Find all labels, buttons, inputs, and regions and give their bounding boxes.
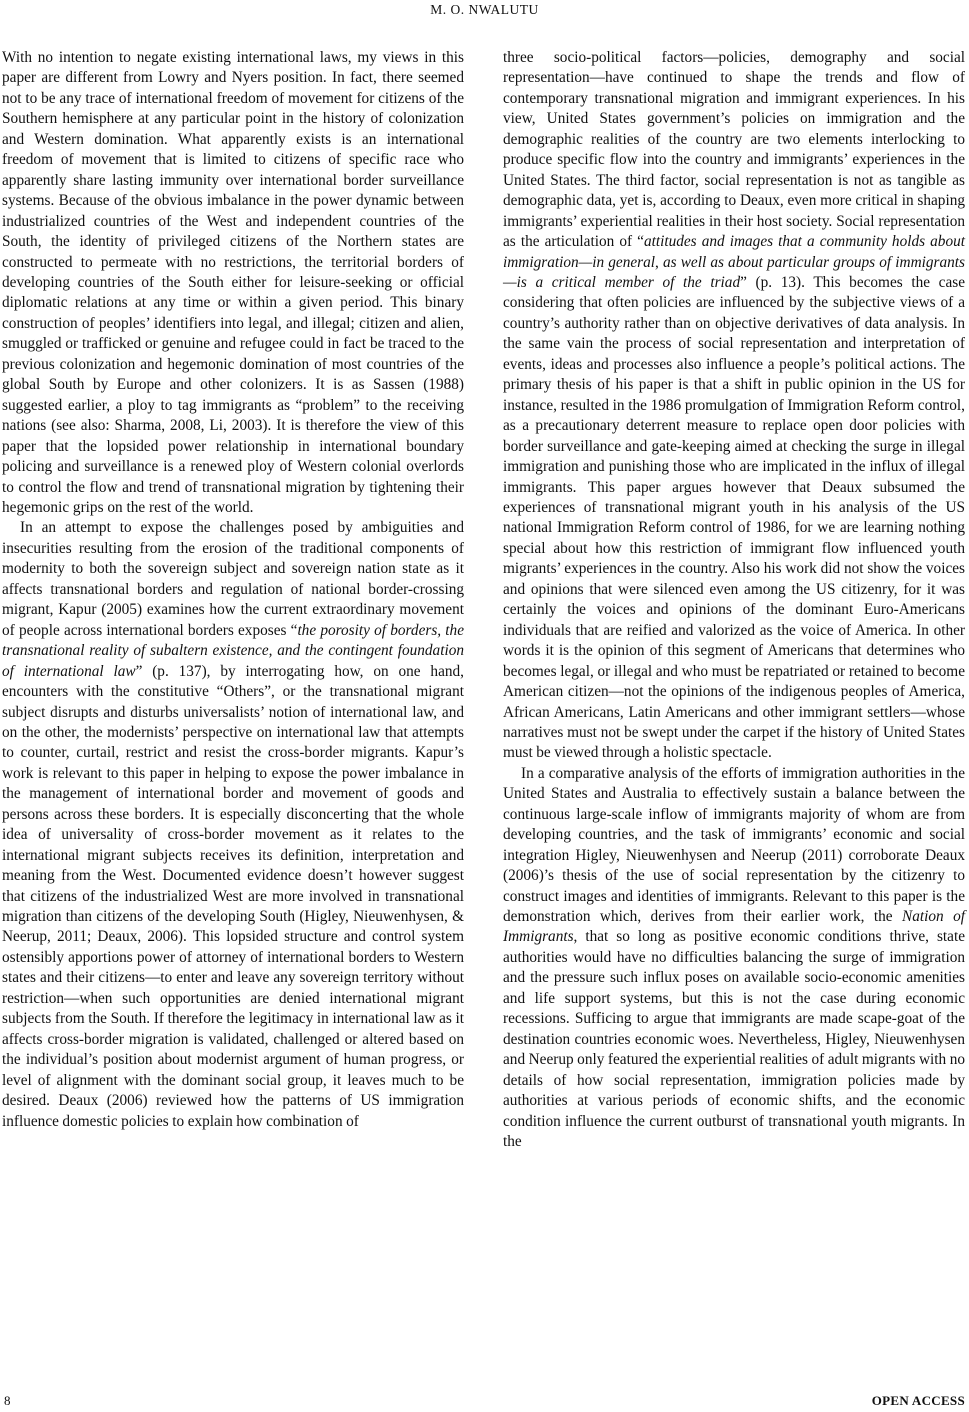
paragraph-right-2 [503, 764, 965, 1153]
left-column [2, 48, 464, 1132]
paragraph-text: With no intention to negate existing international laws, my views in this paper are different from Lowry and Nyers position. In fact, there seemed not to be any trace of international freedom of movement for citizens of the Southern hemisphere at any particular point in the history of colonization and Western domination. What apparently exists is an international freedom of movement that is limited to citizens of specific race who apparently share lasting immunity over international border surveillance systems. Because of the obvious imbalance in the power dynamic between industrialized countries of the West and independent countries of the South, the identity of privileged citizens of the Northern states are constructed to permeate with no restrictions, the territorial borders of developing countries of the South either for leisure-seeking or official diplomatic relations at any time or within a given period. This binary construction of peoples’ identifiers into legal, and illegal; citizen and alien, smuggled or trafficked or genuine and refugee could in fact be traced to the previous colonization and hegemonic domination of most countries of the global South by Europe and other colonizers. It is as Sassen (1988) suggested earlier, a ploy to tag immigrants as “problem” to the receiving nations (see also: Sharma, 2008, Li, 2003). It is therefore the view of this paper that the lopsided power relationship in international boundary policing and surveillance is a renewed ploy of Western colonial overlords to control the flow and trend of transnational migration by tightening their hegemonic grips on the rest of the world. [2, 49, 464, 516]
book-title-italic: Nation of Immigrants [503, 908, 965, 946]
paragraph-left-1 [2, 48, 464, 518]
page-number: 8 [4, 1393, 11, 1408]
paragraph-text: In an attempt to expose the challenges posed by ambiguities and insecurities resulting from the erosion of the traditional components of modernity to both the sovereign subject and sovereign nation state as it affects transnational borders and regulation of national border-crossing migrant, Kapur (2005) examines how the current extraordinary movement of people across international borders exposes “ [2, 519, 464, 639]
paragraph-text: three socio-political factors—policies, demography and social representation—have continued to shape the trends and flow of contemporary transnational migration and immigrant experiences. In his view, United States government’s policies on immigration and the demographic realities of the country are two elements interlocking to produce specific flow into the country and immigrants’ experiences in the United States. The third factor, social representation is not as tangible as demographic data, yet is, according to Deaux, even more critical in shaping immigrants’ experiential realities in their host society. Social representation as the articulation of “ [503, 49, 965, 251]
paragraph-text: ” (p. 13). This becomes the case considering that often policies are influenced by the subjective views of a country’s authority rather than on objective derivatives of data analysis. In the same vain the process of social representation and interpretation of events, ideas and processes also influence a people’s political actions. The primary thesis of his paper is that a shift in public opinion in the US for instance, resulted in the 1986 promulgation of Immigration Reform control, as a precautionary deterrent measure to replace open door policies with border surveillance and gate-keeping aimed at checking the surge in illegal immigration and punishing those who are implicated in the influx of illegal immigrants. This paper argues however that Deaux subsumed the experiences of transnational migrant youth in his analysis of the US national Immigration Reform control of 1986, for we are learning nothing special about how this restriction of immigrant flow influenced youth migrants’ experiences in the country. Also his work did not show the voices and opinions that were silenced even among the US citizenry, for it was certainly the voices and opinions of the dominant Euro-Americans individuals that are reified and valorized as the voice of America. In other words it is the opinion of this segment of Americans that determines who becomes legal, or illegal and who must be repatriated or retained to become American citizen—not the opinions of the indigenous peoples of America, African Americans, Latin Americans and other immigrant settlers—whose narratives must not be swept under the carpet if the history of United States must be viewed through a holistic spectacle. [503, 273, 965, 762]
paragraph-text: In a comparative analysis of the efforts of immigration authorities in the United States and Australia to effectively sustain a balance between the continuous large-scale inflow of immigrants majority of whom are from developing countries, and the task of immigrants’ economic and social integration Higley, Nieuwenhysen and Neerup (2011) corroborate Deaux (2006)’s thesis of the use of social representation by the citizenry to construct images and identities of immigrants. Relevant to this paper is the demonstration which, derives from their earlier work, the [503, 764, 965, 926]
open-access-label: OPEN ACCESS [871, 1393, 965, 1408]
paragraph-text: , [655, 253, 663, 271]
quotation-italic: attitudes and images that a community holds about immigration—in general [503, 233, 965, 271]
paragraph-left-2 [2, 518, 464, 1132]
quotation-italic: the porosity of borders, the transnational reality of subaltern existence, and the contingent foundation of international law [2, 621, 464, 680]
paragraph-text: ” (p. 137), by interrogating how, on one hand, encounters with the constitutive “Others”, or the transnational migrant subject disrupts and disturbs universalists’ notion of international law, and on the other, the modernists’ perspective on international law that attempts to counter, curtail, restrict and resist the cross-border migrants. Kapur’s work is relevant to this paper in helping to expose the power imbalance in the management of international border and movement of goods and persons across these borders. It is especially disconcerting that the whole idea of universality of cross-border movement as it relates to the international migrant subjects receives its definition, interpretation and meaning from the West. Documented evidence doesn’t however suggest that citizens of the industrialized West are more involved in transnational migration than citizens of the developing South (Higley, Nieuwenhysen, & Neerup, 2011; Deaux, 2006). This lopsided structure and control system ostensibly apportions power of attorney of international borders to Western states and their citizens—to enter and leave any sovereign territory without restriction—when such opportunities are denied international migrant subjects from the South. If therefore the legitimacy in international law as it affects cross-border migration is validated, challenged or altered based on the individual’s position about modernist argument of human progress, or level of alignment with the dominant social group, it leaves much to be desired. Deaux (2006) reviewed how the patterns of US immigration influence domestic policies to explain how combination of [2, 662, 464, 1130]
right-column [503, 48, 965, 1152]
paragraph-text: , that so long as positive economic conditions thrive, state authorities would have no difficulties balancing the surge of immigration and the pressure such influx poses on available socio-economic amenities and life support systems, but this is not the case during economic recessions. Sufficing to argue that immigrants are made scape-goat of the destination countries economic woes. Nevertheless, Higley, Nieuwenhysen and Neerup only featured the experiential realities of adult migrants with no details of how social representation, immigration policies made by authorities at various periods of economic shifts, and the economic condition influence the current outburst of transnational youth migrants. In the [503, 928, 965, 1151]
quotation-italic: as well as about particular groups of immigrants—is a critical member of the triad [503, 253, 965, 291]
running-head: M. O. NWALUTU [430, 2, 539, 17]
paragraph-right-1 [503, 48, 965, 764]
